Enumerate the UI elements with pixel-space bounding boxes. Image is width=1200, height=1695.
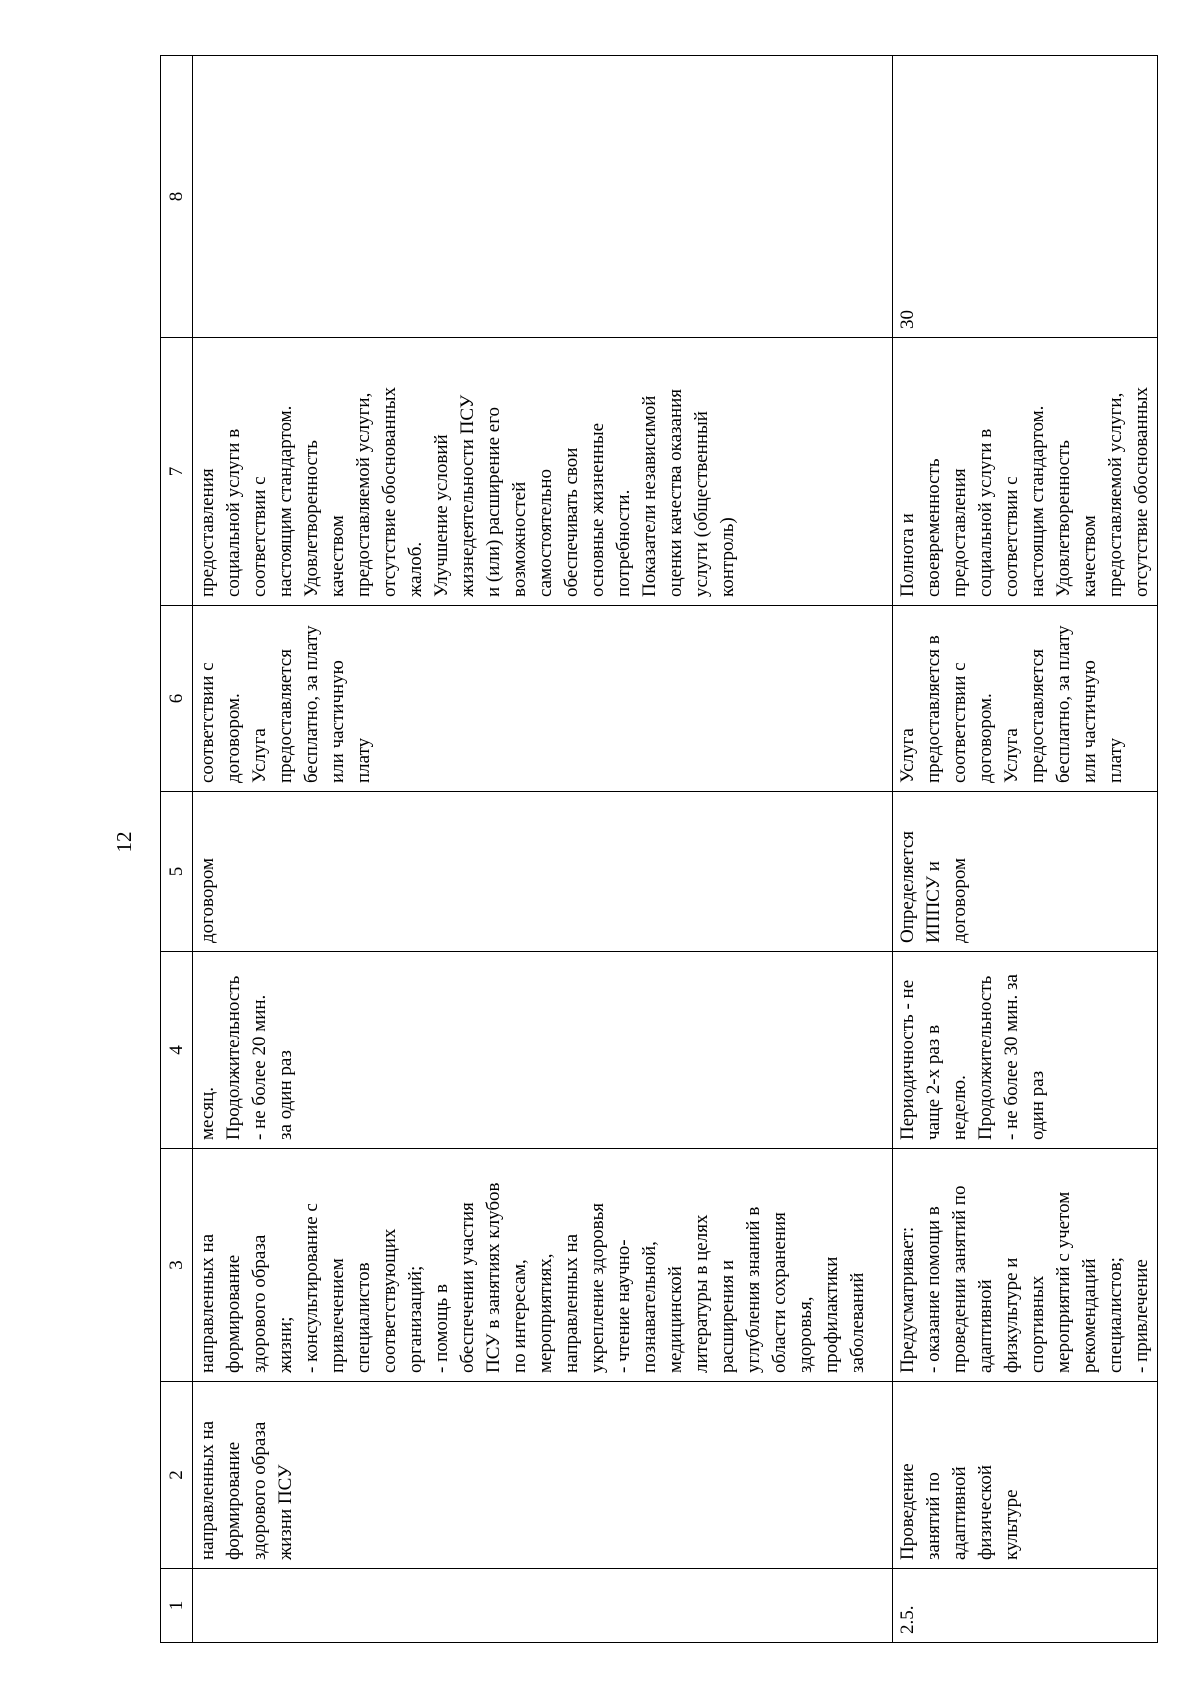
cell-term: Определяется ИППСУ и договором (893, 792, 1158, 952)
column-number-5: 5 (161, 792, 193, 952)
table-header-row (161, 56, 193, 1643)
cell-term: договором (193, 792, 893, 952)
cell-service-description: Предусматривает: - оказание помощи в проведении занятий по адаптивной физкультуре и спортивных мероприятий с учетом рекомендаций специалистов; - привлечение (893, 1149, 1158, 1382)
column-number-2: 2 (161, 1382, 193, 1569)
column-number-8: 8 (161, 56, 193, 338)
column-number-1: 1 (161, 1569, 193, 1643)
column-number-7: 7 (161, 338, 193, 606)
column-number-3: 3 (161, 1149, 193, 1382)
cell-periodicity: Периодичность - не чаще 2-х раз в неделю. Продолжительность - не более 30 мин. за один раз (893, 952, 1158, 1149)
cell-service-name: Проведение занятий по адаптивной физической культуре (893, 1382, 1158, 1569)
services-table (160, 55, 1158, 1643)
column-number-6: 6 (161, 606, 193, 792)
column-number-4: 4 (161, 952, 193, 1149)
cell-provision-conditions: Услуга предоставляется в соответствии с договором. Услуга предоставляется бесплатно, за плату или частичную плату (893, 606, 1158, 792)
cell-provision-conditions: соответствии с договором. Услуга предоставляется бесплатно, за плату или частичную плату (193, 606, 893, 792)
cell-quality-indicators: предоставления социальной услуги в соответствии с настоящим стандартом. Удовлетворенность качеством предоставляемой услуги, отсутствие обоснованных жалоб. Улучшение условий жизнедеятельности ПСУ и (или) расширение его возможностей самостоятельно обеспечивать свои основные жизненные потребности. Показатели независимой оценки качества оказания услуги (общественный контроль) (193, 338, 893, 606)
cell-periodicity: месяц. Продолжительность - не более 20 мин. за один раз (193, 952, 893, 1149)
cell-standard: 30 (893, 56, 1158, 338)
cell-service-name: направленных на формирование здорового образа жизни ПСУ (193, 1382, 893, 1569)
page-number: 12 (112, 831, 136, 853)
cell-service-description: направленных на формирование здорового образа жизни; - консультирование с привлечением специалистов соответствующих организаций; - помощь в обеспечении участия ПСУ в занятиях клубов по интересам, мероприятиях, направленных на укрепление здоровья - чтение научно- познавательной, медицинской литературы в целях расширения и углубления знаний в области сохранения здоровья, профилактики заболеваний (193, 1149, 893, 1382)
cell-quality-indicators: Полнота и своевременность предоставления социальной услуги в соответствии с настоящим стандартом. Удовлетворенность качеством предоставляемой услуги, отсутствие обоснованных (893, 338, 1158, 606)
rotated-table-container (160, 56, 1152, 1643)
table-row (893, 56, 1158, 1643)
cell-standard (193, 56, 893, 338)
table-row (193, 56, 893, 1643)
cell-item-number: 2.5. (893, 1569, 1158, 1643)
cell-item-number (193, 1569, 893, 1643)
